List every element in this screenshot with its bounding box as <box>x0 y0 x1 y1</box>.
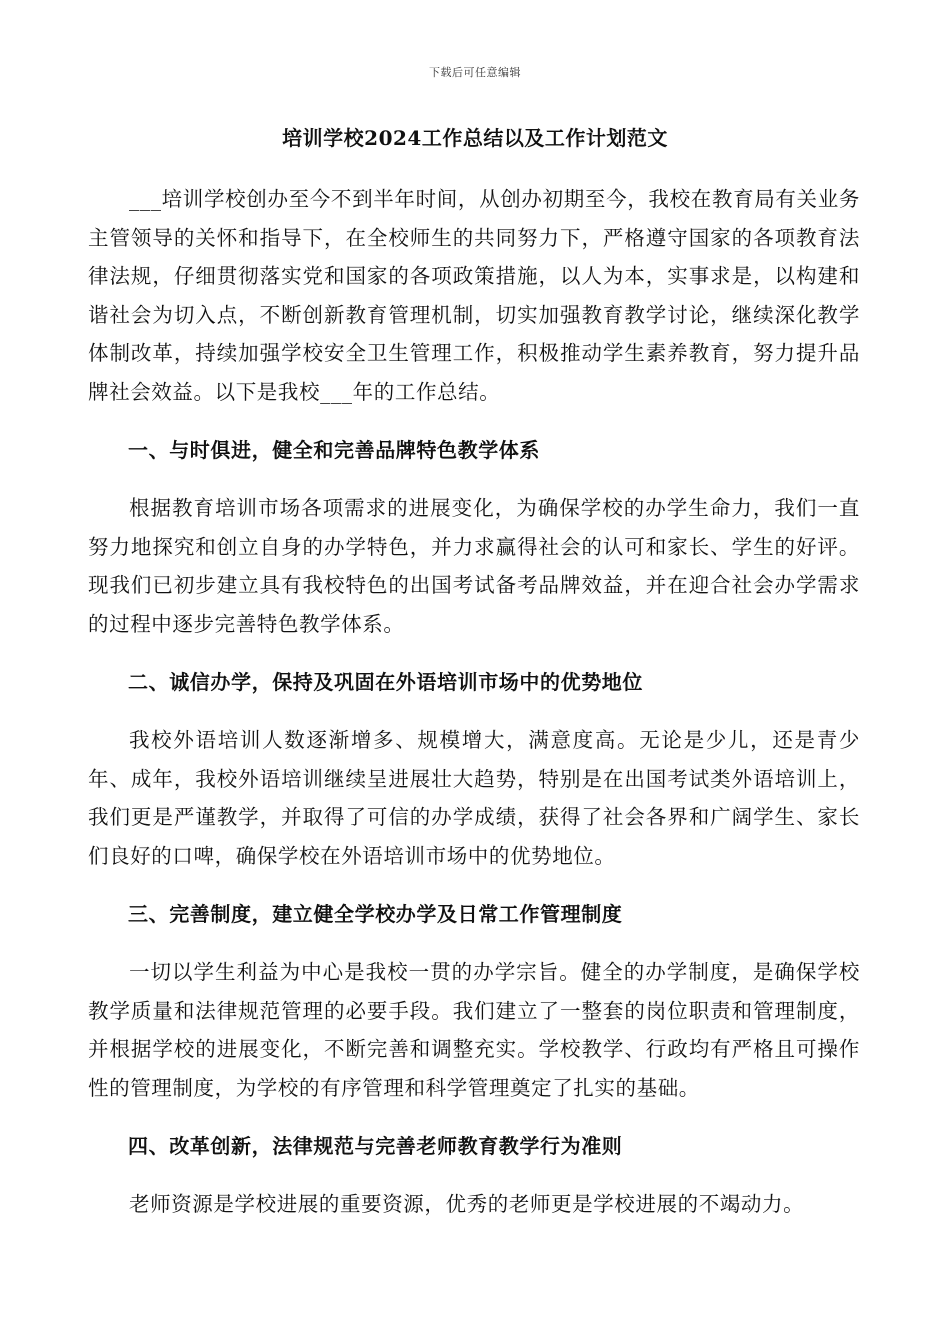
section-paragraph-3: 一切以学生利益为中心是我校一贯的办学宗旨。健全的办学制度，是确保学校教学质量和法律规范管理的必要手段。我们建立了一整套的岗位职责和管理制度，并根据学校的进展变化，不断完善和调整充实。学校教学、行政均有严格且可操作性的管理制度，为学校的有序管理和科学管理奠定了扎实的基础。 <box>88 960 860 1100</box>
header-note: 下载后可任意编辑 <box>429 66 521 79</box>
section-paragraph-1: 根据教育培训市场各项需求的进展变化，为确保学校的办学生命力，我们一直努力地探究和创立自身的办学特色，并力求赢得社会的认可和家长、学生的好评。现我们已初步建立具有我校特色的出国考试备考品牌效益，并在迎合社会办学需求的过程中逐步完善特色教学体系。 <box>88 496 860 636</box>
section-heading-4: 四、改革创新，法律规范与完善老师教育教学行为准则 <box>128 1134 623 1158</box>
section-heading-1: 一、与时俱进，健全和完善品牌特色教学体系 <box>128 438 540 462</box>
section-heading-3: 三、完善制度，建立健全学校办学及日常工作管理制度 <box>128 902 623 926</box>
intro-paragraph: ___培训学校创办至今不到半年时间，从创办初期至今，我校在教育局有关业务主管领导的关怀和指导下，在全校师生的共同努力下，严格遵守国家的各项教育法律法规，仔细贯彻落实党和国家的各项政策措施，以人为本，实事求是，以构建和谐社会为切入点，不断创新教育管理机制，切实加强教育教学讨论，继续深化教学体制改革，持续加强学校安全卫生管理工作，积极推动学生素养教育，努力提升品牌社会效益。以下是我校___年的工作总结。 <box>88 187 860 404</box>
section-heading-2: 二、诚信办学，保持及巩固在外语培训市场中的优势地位 <box>128 670 643 694</box>
section-paragraph-2: 我校外语培训人数逐渐增多、规模增大，满意度高。无论是少儿，还是青少年、成年，我校外语培训继续呈进展壮大趋势，特别是在出国考试类外语培训上，我们更是严谨教学，并取得了可信的办学成绩，获得了社会各界和广阔学生、家长们良好的口啤，确保学校在外语培训市场中的优势地位。 <box>88 728 860 868</box>
section-paragraph-4: 老师资源是学校进展的重要资源，优秀的老师更是学校进展的不竭动力。 <box>129 1192 805 1216</box>
document-body <box>88 180 860 1224</box>
document-title: 培训学校2024工作总结以及工作计划范文 <box>282 126 668 150</box>
